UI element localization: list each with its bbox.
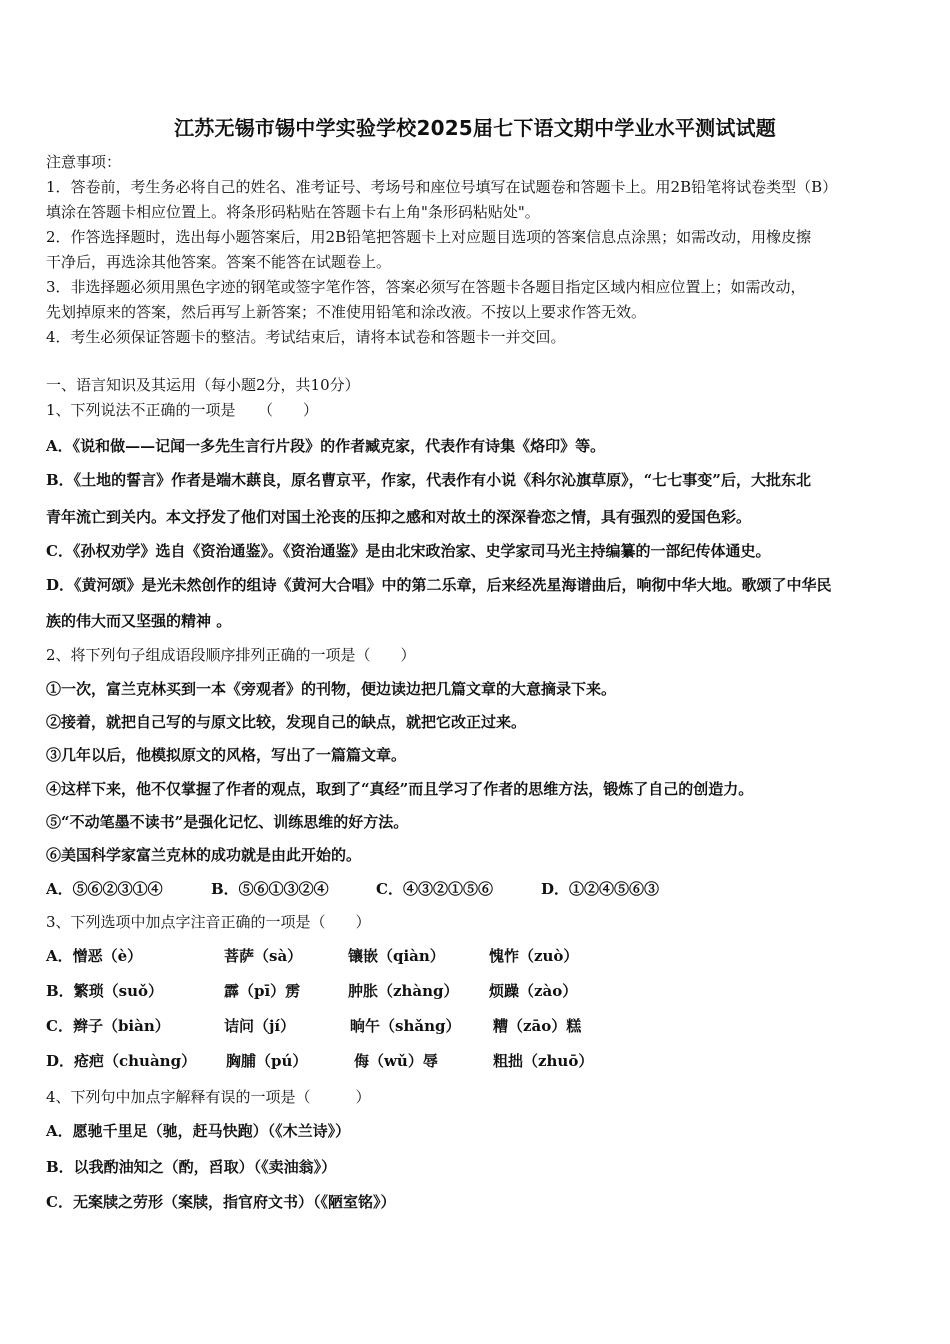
q2-option-b: B．⑤⑥①③②④	[211, 880, 329, 898]
q2-sentence-2: ②接着，就把自己写的与原文比较，发现自己的缺点，就把它改正过来。	[46, 713, 527, 731]
notes-section	[46, 150, 908, 350]
q2-option-a: A．⑤⑥②③①④	[46, 880, 163, 898]
notes-line: 4．考生必须保证答题卡的整洁。考试结束后，请将本试卷和答题卡一并交回。	[46, 328, 566, 346]
q3-a-2: 菩萨（sà）	[224, 947, 303, 965]
q1-option-d-line2: 族的伟大而又坚强的精神 。	[46, 612, 232, 630]
q1-option-a: A．《说和做——记闻一多先生言行片段》的作者臧克家，代表作有诗集《烙印》等。	[46, 437, 606, 455]
q3-b-4: 烦躁（zào）	[489, 982, 578, 1000]
q3-d-1: D．疮疤（chuàng）	[46, 1052, 197, 1070]
q2-option-d: D．①②④⑤⑥③	[541, 880, 660, 898]
q2-options	[46, 877, 908, 902]
q4-option-a: A．愿驰千里足（驰，赶马快跑）（《木兰诗》）	[46, 1122, 351, 1140]
notes-line: 干净后，再选涂其他答案。答案不能答在试题卷上。	[46, 253, 392, 271]
q4-option-b: B．以我酌油知之（酌，舀取）（《卖油翁》）	[46, 1158, 337, 1176]
q3-d-3: 侮（wǔ）辱	[354, 1052, 438, 1070]
q2-sentence-3: ③几年以后，他模拟原文的风格，写出了一篇篇文章。	[46, 746, 407, 764]
q1-option-b-line2: 青年流亡到关内。本文抒发了他们对国土沦丧的压抑之感和对故土的深深眷恋之情，具有强烈的爱国色彩。	[46, 508, 752, 526]
q1-stem: 1、下列说法不正确的一项是 （ ）	[46, 401, 319, 419]
q2-stem: 2、将下列句子组成语段顺序排列正确的一项是（ ）	[46, 646, 416, 664]
notes-line: 3．非选择题必须用黑色字迹的钢笔或签字笔作答，答案必须写在答题卡各题目指定区域内相应位置上；如需改动，	[46, 278, 806, 296]
q3-stem: 3、下列选项中加点字注音正确的一项是（ ）	[46, 913, 371, 931]
q3-c-3: 晌午（shǎng）	[350, 1017, 461, 1035]
q2-sentence-4: ④这样下来，他不仅掌握了作者的观点，取到了“真经”而且学习了作者的思维方法，锻炼了自己的创造力。	[46, 780, 754, 798]
q4-option-c: C．无案牍之劳形（案牍，指官府文书）（《陋室铭》）	[46, 1193, 396, 1211]
notes-heading: 注意事项：	[46, 153, 122, 171]
q3-option-row	[46, 979, 908, 1004]
q1-option-d-line1: D．《黄河颂》是光未然创作的组诗《黄河大合唱》中的第二乐章，后来经冼星海谱曲后，响彻中华大地。歌颂了中华民	[46, 576, 832, 594]
q2-sentence-1: ①一次，富兰克林买到一本《旁观者》的刊物，便边读边把几篇文章的大意摘录下来。	[46, 680, 617, 698]
q1-option-b-line1: B．《土地的誓言》作者是端木蕻良，原名曹京平，作家，代表作有小说《科尔沁旗草原》，“七七事变”后，大批东北	[46, 471, 811, 489]
section-heading: 一、语言知识及其运用（每小题2分，共10分）	[46, 376, 360, 394]
q3-b-1: B．繁琐（suǒ）	[46, 982, 164, 1000]
q3-option-row	[46, 944, 908, 969]
q3-d-2: 胸脯（pú）	[226, 1052, 308, 1070]
q3-d-4: 粗拙（zhuō）	[493, 1052, 594, 1070]
q3-b-3: 肿胀（zhàng）	[348, 982, 459, 1000]
notes-line: 填涂在答题卡相应位置上。将条形码粘贴在答题卡右上角"条形码粘贴处"。	[46, 203, 540, 221]
q3-option-row	[46, 1014, 908, 1039]
q2-option-c: C．④③②①⑤⑥	[376, 880, 493, 898]
q3-c-1: C．辫子（biàn）	[46, 1017, 170, 1035]
q3-a-3: 镶嵌（qiàn）	[348, 947, 445, 965]
q2-sentence-6: ⑥美国科学家富兰克林的成功就是由此开始的。	[46, 846, 362, 864]
notes-line: 2．作答选择题时，选出每小题答案后，用2B铅笔把答题卡上对应题目选项的答案信息点涂黑；如需改动，用橡皮擦	[46, 228, 812, 246]
q3-b-2: 霹（pī）雳	[224, 982, 301, 1000]
q3-a-1: A．憎恶（è）	[46, 947, 143, 965]
notes-line: 先划掉原来的答案，然后再写上新答案；不准使用铅笔和涂改液。不按以上要求作答无效。	[46, 303, 647, 321]
q3-c-2: 诘问（jí）	[224, 1017, 296, 1035]
q1-option-c: C．《孙权劝学》选自《资治通鉴》。《资治通鉴》是由北宋政治家、史学家司马光主持编纂的一部纪传体通史。	[46, 542, 771, 560]
q4-stem: 4、下列句中加点字解释有误的一项是（ ）	[46, 1088, 371, 1106]
q3-c-4: 糟（zāo）糕	[493, 1017, 582, 1035]
q3-option-row	[46, 1049, 908, 1074]
q2-sentence-5: ⑤“不动笔墨不读书”是强化记忆、训练思维的好方法。	[46, 813, 409, 831]
q3-a-4: 愧怍（zuò）	[489, 947, 579, 965]
page-title: 江苏无锡市锡中学实验学校2025届七下语文期中学业水平测试试题	[174, 116, 776, 140]
notes-line: 1．答卷前，考生务必将自己的姓名、准考证号、考场号和座位号填写在试题卷和答题卡上。用2B铅笔将试卷类型（B）	[46, 178, 838, 196]
